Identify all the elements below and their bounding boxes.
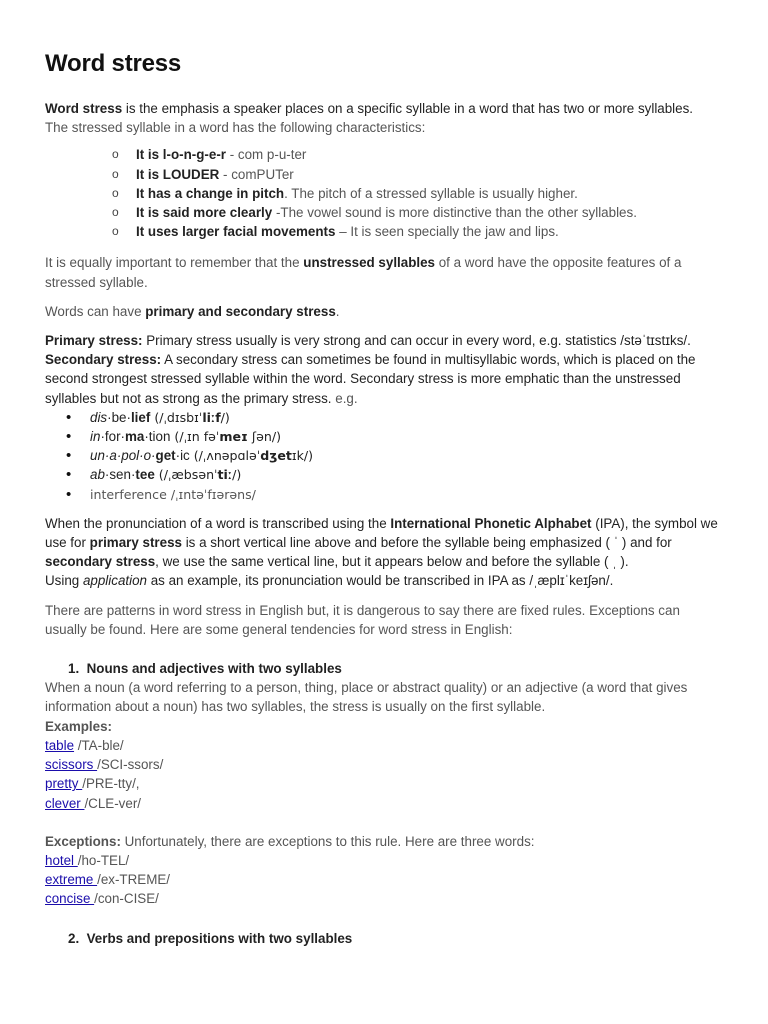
list-item xyxy=(45,889,725,908)
ipa-text: Using xyxy=(45,573,83,589)
list-item xyxy=(45,870,725,889)
ex-part: ·be· xyxy=(107,409,131,425)
list-item xyxy=(45,755,725,774)
ipa-text: (IPA), the symbol we use for xyxy=(45,515,718,551)
ipa-text: is a short vertical line above and before the syllable being emphasized ( ˈ ) and for xyxy=(181,535,672,551)
term-word-stress: Word stress xyxy=(45,101,123,116)
char-bold: It uses larger facial movements xyxy=(136,224,336,240)
ipa-text: , we use the same vertical line, but it appears below and before the syllable ( ˌ ). xyxy=(155,554,629,570)
list-item xyxy=(112,165,725,184)
list-item xyxy=(45,851,725,870)
exceptions-text: Unfortunately, there are exceptions to this rule. Here are three words: xyxy=(120,833,535,849)
exception-link-hotel[interactable]: hotel xyxy=(45,852,78,868)
ipa-italic: application xyxy=(82,573,147,589)
exception-pron: /ho-TEL/ xyxy=(77,852,130,868)
primary-label: Primary stress: xyxy=(45,333,143,349)
char-bold: It is l-o-n-g-e-r xyxy=(136,147,227,163)
ipa-example xyxy=(45,571,725,590)
examples-label: Examples: xyxy=(45,718,112,734)
unstressed-paragraph xyxy=(45,253,725,291)
ex-phon: /) xyxy=(220,409,230,425)
example-pron: /TA-ble/ xyxy=(74,737,124,753)
example-link-clever[interactable]: clever xyxy=(45,795,85,811)
primary-stress-paragraph xyxy=(45,331,725,350)
list-item xyxy=(45,736,725,755)
example-link-pretty[interactable]: pretty xyxy=(45,776,83,792)
unstressed-post: of a word have the opposite features of a stressed syllable. xyxy=(45,255,682,290)
ex-part: ·ic xyxy=(175,448,190,464)
ex-part: in xyxy=(90,429,101,445)
intro-paragraph xyxy=(45,99,725,118)
exceptions-label: Exceptions: xyxy=(45,833,121,849)
ex-phon: (/ˌdɪsbɪˈ xyxy=(150,409,203,425)
secondary-stress-paragraph xyxy=(45,350,725,408)
secondary-dark: is more emphatic than the unstressed syllables but not as strong as the primary stress. xyxy=(45,371,681,406)
ex-phon-stressed: dʒet xyxy=(260,448,292,464)
ex-phon: ʃən/) xyxy=(247,429,282,445)
char-bold: It is said more clearly xyxy=(136,205,273,221)
ex-phon: /) xyxy=(232,467,242,483)
exception-link-extreme[interactable]: extreme xyxy=(45,872,98,888)
char-rest: – It is seen specially the jaw and lips. xyxy=(335,224,559,240)
ex-phon: (/ˌʌnəpɑləˈ xyxy=(189,448,261,464)
words-have-post: . xyxy=(335,303,340,319)
example-pron: /CLE-ver/ xyxy=(84,795,142,811)
ex-stressed: lief xyxy=(130,409,151,425)
ex-part: dis xyxy=(90,409,108,425)
ex-stressed: ma xyxy=(124,429,145,445)
intro-line2: The stressed syllable in a word has the following characteristics: xyxy=(45,120,426,136)
char-bold: It is LOUDER xyxy=(136,166,220,182)
list-item xyxy=(112,203,725,222)
exceptions-list xyxy=(45,851,725,909)
list-item xyxy=(90,408,725,427)
section1-description: When a noun (a word referring to a person, thing, place or abstract quality) or an adjective (a word that gives information about a noun) has two syllables, the stress is usually on the first syllable. xyxy=(45,680,688,715)
document-body xyxy=(45,99,725,948)
example-pron: /PRE-tty/, xyxy=(82,776,140,792)
char-rest: - com p-u-ter xyxy=(226,147,307,163)
stress-examples-list xyxy=(45,408,725,504)
list-item xyxy=(90,427,725,446)
words-have-bold: primary and secondary stress xyxy=(145,303,336,319)
unstressed-pre: It is equally important to remember that the xyxy=(45,255,304,271)
list-item xyxy=(112,145,725,164)
example-link-table[interactable]: table xyxy=(45,737,75,753)
ipa-bold: secondary stress xyxy=(45,554,156,570)
char-rest: -The vowel sound is more distinctive than the other syllables. xyxy=(272,205,637,221)
exception-pron: /ex-TREME/ xyxy=(97,872,171,888)
list-item xyxy=(90,485,725,504)
secondary-eg: e.g. xyxy=(331,390,358,406)
patterns-paragraph: There are patterns in word stress in English but, it is dangerous to say there are fixed rules. Exceptions can usually be found. Here are some general tendencies for word stress in English: xyxy=(45,602,680,637)
char-rest: . The pitch of a stressed syllable is usually higher. xyxy=(284,185,578,201)
ex-part: ab xyxy=(90,467,105,483)
secondary-text: A secondary stress can sometimes be found in multisyllabic words, which is placed on the second strongest stressed syllable within the word. Secondary stress xyxy=(45,352,696,387)
ipa-bold: primary stress xyxy=(89,535,182,551)
example-pron: /SCI-ssors/ xyxy=(97,757,164,773)
words-have-pre: Words can have xyxy=(45,303,146,319)
primary-text: Primary stress usually is very strong and can occur in every word, e.g. statistics /stəˈtɪstɪks/. xyxy=(142,333,691,349)
list-item xyxy=(90,465,725,484)
ex-part: ·a·pol·o· xyxy=(104,448,156,464)
section2-heading-list xyxy=(45,929,725,948)
ex-plain: interference /ˌɪntəˈfɪərəns/ xyxy=(90,486,256,502)
ex-phon-stressed: meɪ xyxy=(219,429,248,445)
ex-part: ·tion xyxy=(144,429,171,445)
ex-stressed: get xyxy=(155,448,176,464)
ex-stressed: tee xyxy=(135,467,155,483)
ex-phon: (/ˌæbsənˈ xyxy=(154,467,218,483)
ipa-text: When the pronunciation of a word is transcribed using the xyxy=(45,515,391,531)
ex-phon-stressed: liːf xyxy=(202,409,221,425)
ex-part: un xyxy=(90,448,105,464)
characteristics-list xyxy=(45,145,725,241)
section1-heading-list xyxy=(45,659,725,678)
unstressed-bold: unstressed syllables xyxy=(303,255,436,271)
ipa-bold: International Phonetic Alphabet xyxy=(390,515,592,531)
exception-link-concise[interactable]: concise xyxy=(45,891,95,907)
section2-heading: 2. Verbs and prepositions with two syllables xyxy=(68,930,353,946)
ex-part: ·sen· xyxy=(104,467,136,483)
ex-phon: ɪk/) xyxy=(291,448,314,464)
section1-heading: 1. Nouns and adjectives with two syllables xyxy=(68,661,342,677)
spacer xyxy=(45,813,725,832)
exceptions-paragraph xyxy=(45,832,725,851)
exception-pron: /con-CISE/ xyxy=(94,891,159,907)
list-item xyxy=(90,446,725,465)
char-rest: - comPUTer xyxy=(219,166,294,182)
list-item xyxy=(112,222,725,241)
page-title: Word stress xyxy=(45,50,182,77)
example-link-scissors[interactable]: scissors xyxy=(45,757,98,773)
secondary-label: Secondary stress: xyxy=(45,352,162,368)
list-item xyxy=(45,774,725,793)
ex-phon: (/ˌɪn fəˈ xyxy=(170,429,220,445)
list-item xyxy=(45,794,725,813)
ex-phon-stressed: tiː xyxy=(217,467,233,483)
char-bold: It has a change in pitch xyxy=(136,185,285,201)
list-item xyxy=(112,184,725,203)
words-have-paragraph xyxy=(45,302,725,321)
ipa-text: as an example, its pronunciation would be transcribed in IPA as /ˌæplɪˈkeɪʃən/. xyxy=(147,573,614,589)
examples-list xyxy=(45,736,725,813)
ex-part: ·for· xyxy=(100,429,125,445)
ipa-paragraph xyxy=(45,514,725,572)
intro-sentence: is the emphasis a speaker places on a specific syllable in a word that has two or more syllables. xyxy=(122,101,694,116)
